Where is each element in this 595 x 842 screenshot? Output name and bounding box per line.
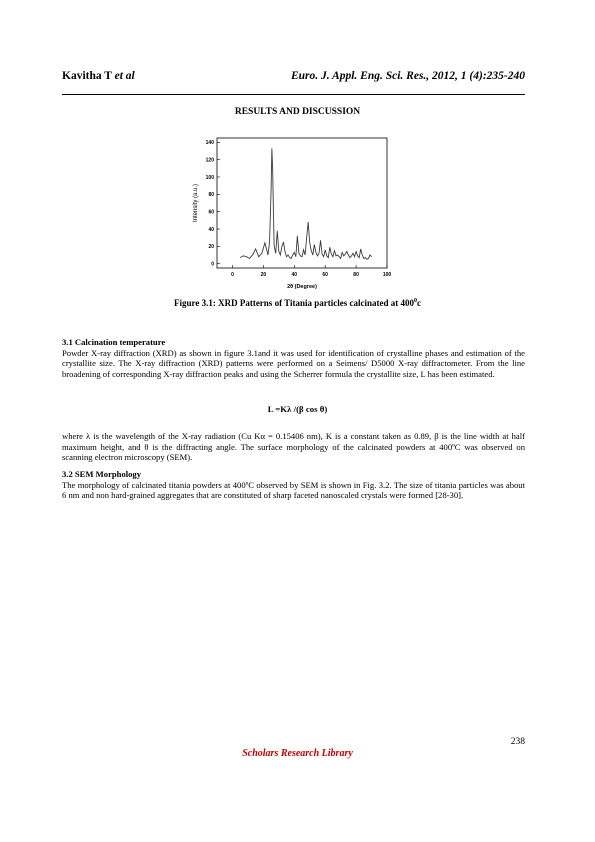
- caption-text: Figure 3.1: XRD Patterns of Titania particles calcinated at 400: [174, 298, 414, 308]
- y-tick-label: 120: [205, 157, 214, 164]
- x-tick-label: 80: [353, 272, 359, 278]
- scherrer-formula: L =Kλ /(β cos θ): [267, 404, 328, 414]
- y-tick-label: 140: [205, 140, 214, 147]
- y-axis-label: Intensity (a.u.): [193, 183, 199, 223]
- section-paragraph: Powder X-ray diffraction (XRD) as shown in figure 3.1and it was used for identification of crystalline phases and estimation of the crystallite size. The X-ray diffraction (XRD) patterns were performed on a Seimens/ D5000 X-ray diffractometer. From the line broadening of corresponding X-ray diffraction peaks and using the Scherrer formula the crystallite size, L has been estimated.: [62, 347, 525, 379]
- plot-frame: [217, 138, 387, 268]
- x-tick-label: 100: [382, 272, 392, 278]
- y-tick-label: 20: [208, 244, 214, 251]
- section-sem: [62, 469, 525, 501]
- y-axis-ticks: [206, 140, 220, 267]
- xrd-chart: [185, 134, 410, 294]
- x-tick-label: 60: [322, 272, 328, 278]
- section-calcination: [62, 337, 525, 379]
- footer-publisher: Scholars Research Library: [242, 748, 353, 759]
- y-tick-label: 0: [211, 261, 214, 268]
- x-axis-label: 2θ (Degree): [287, 284, 317, 290]
- formula-explanation: where λ is the wavelength of the X-ray radiation (Cu Kα = 0.15406 nm), K is a constant taken as 0.89, β is the line width at half maximum height, and θ is the diffracting angle. The surface morphology of the calcinated powders at 400ºC was observed on scanning electron microscopy (SEM).: [62, 431, 525, 463]
- x-tick-label: 40: [291, 272, 298, 278]
- figure-caption: [0, 298, 595, 308]
- caption-end: c: [416, 298, 421, 308]
- section-paragraph: The morphology of calcinated titania powders at 400ºC observed by SEM is shown in Fig. 3.2. The size of titania particles was about 6 nm and non hard-grained aggregates that are constituted of sharp faceted nanoscaled crystals were formed [28-30].: [62, 479, 525, 501]
- running-header-journal: Euro. J. Appl. Eng. Sci. Res., 2012, 1 (4):235-240: [290, 70, 525, 82]
- y-tick-label: 40: [208, 226, 214, 233]
- author-name: Kavitha T: [62, 70, 112, 82]
- x-tick-label: 0: [231, 272, 234, 278]
- y-tick-label: 60: [208, 209, 214, 216]
- y-tick-label: 80: [208, 192, 214, 199]
- xrd-series-line: [240, 148, 371, 259]
- section-title: RESULTS AND DISCUSSION: [234, 107, 361, 117]
- y-tick-label: 100: [205, 174, 214, 181]
- author-suffix: et al: [114, 70, 135, 82]
- x-axis-ticks: [231, 265, 391, 278]
- x-tick-label: 20: [260, 272, 267, 278]
- caption-superscript: 0: [413, 298, 417, 304]
- section-heading: 3.2 SEM Morphology: [62, 469, 142, 479]
- page-number: 238: [510, 737, 525, 747]
- header-rule: [62, 94, 525, 95]
- section-heading: 3.1 Calcination temperature: [62, 337, 166, 347]
- running-header-author: [62, 70, 135, 82]
